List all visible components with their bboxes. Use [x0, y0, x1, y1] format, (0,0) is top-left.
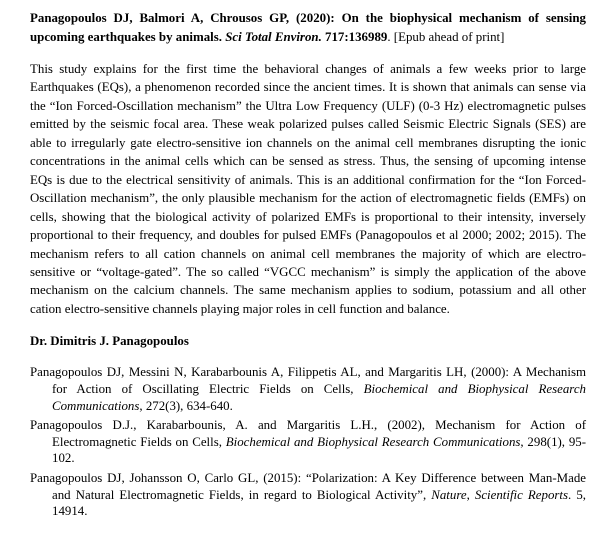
reference-details: , 298(1), 95-102. [52, 434, 586, 466]
reference-item [30, 364, 586, 414]
citation-text: Panagopoulos DJ, Balmori A, Chrousos GP, (2020): On the biophysical mechanism of sensing upcoming earthquakes by animals. [30, 11, 586, 44]
reference-journal-secondary: Scientific Reports [474, 487, 569, 502]
journal-name: Sci Total Environ. [225, 29, 322, 44]
author-name: Dr. Dimitris J. Panagopoulos [30, 334, 189, 349]
volume-number: 717:136989 [325, 29, 388, 44]
document [30, 9, 586, 523]
reference-journal: Biochemical and Biophysical Research Communications [225, 434, 521, 449]
reference-details: . 5, 14914. [52, 487, 586, 519]
reference-item [30, 470, 586, 520]
reference-journal: Biochemical and Biophysical Research Communications [52, 381, 586, 413]
reference-details: , 272(3), 634-640. [139, 398, 233, 413]
reference-text: Panagopoulos DJ, Messini N, Karabarbounis A, Filippetis AL, and Margaritis LH, (2000): A Mechanism for Action of Oscillating Electric Fields on Cells, [30, 365, 586, 396]
reference-item [30, 417, 586, 467]
citation-heading [30, 9, 586, 46]
reference-separator: , [466, 487, 475, 502]
reference-list [30, 364, 586, 519]
reference-text: Panagopoulos DJ, Johansson O, Carlo GL, (2015): “Polarization: A Key Difference between Man-Made and Natural Electromagnetic Fields, in regard to Biological Activity”, [30, 470, 586, 502]
reference-journal: Nature [431, 487, 467, 502]
abstract-paragraph: This study explains for the first time the behavioral changes of animals a few weeks prior to large Earthquakes (EQs), a phenomenon recorded since the ancient times. It is shown that animals can sense via the “Ion Forced-Oscillation mechanism” the Ultra Low Frequency (ULF) (0-3 Hz) electromagnetic pulses emitted by the seismic focal area. These weak polarized pulses called Seismic Electric Signals (SES) are able to irregularly gate electro-sensitive ion channels on the animal cell membranes disrupting the ionic concentrations in the animal cells which can be sensed as stress. Thus, the sensing of upcoming intense EQs is due to the electrical sensitivity of animals. This is an additional confirmation for the “Ion Forced-Oscillation mechanism”, the only plausible mechanism for the action of electromagnetic fields (EMFs) on cells, showing that the biological activity of polarized EMFs is proportional to their intensity, inversely proportional to their frequency, and doubles for pulsed EMFs (Panagopoulos et al 2000; 2002; 2015). The mechanism refers to all cation channels on animal cell membranes the majority of which are electro-sensitive or “voltage-gated”. The so called “VGCC mechanism” is simply the application of the above mechanism on the calcium channels. The same mechanism applies to sodium, potassium and all other cation electro-sensitive channels playing major roles in cell function and balance. [30, 62, 586, 316]
epub-note: . [Epub ahead of print] [387, 29, 505, 44]
reference-text: Panagopoulos D.J., Karabarbounis, A. and Margaritis L.H., (2002), Mechanism for Action of Electromagnetic Fields on Cells, [30, 418, 586, 449]
